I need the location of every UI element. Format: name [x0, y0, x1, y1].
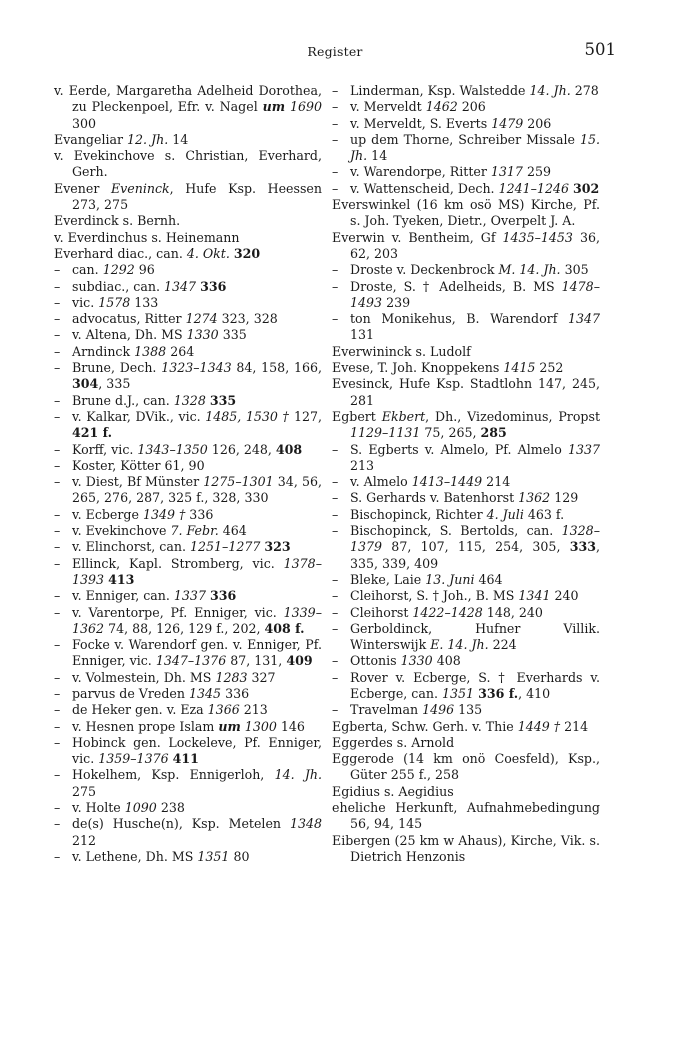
- entry-text: Travelman 1496 135: [350, 702, 483, 718]
- index-subentry: [54, 605, 322, 638]
- index-entry: [54, 132, 322, 148]
- entry-text: Eibergen (25 km w Ahaus), Kirche, Vik. s. Dietrich Henzonis: [332, 832, 600, 864]
- index-subentry: [332, 702, 600, 718]
- entry-text: Everwininck s. Ludolf: [332, 343, 471, 359]
- subentry-dash: –: [332, 653, 339, 669]
- index-subentry: [332, 588, 600, 604]
- entry-text: v. Almelo 1413–1449 214: [350, 474, 511, 490]
- subentry-dash: –: [54, 441, 61, 457]
- page-header: [54, 40, 616, 64]
- entry-text: Linderman, Ksp. Walstedde 14. Jh. 278: [350, 83, 599, 98]
- index-column-right: [332, 83, 600, 865]
- index-subentry: [332, 262, 600, 278]
- index-subentry: [54, 262, 322, 278]
- entry-text: Hokelhem, Ksp. Ennigerloh, 14. Jh. 275: [72, 767, 322, 799]
- entry-text: v. Volmestein, Dh. MS 1283 327: [72, 669, 276, 685]
- entry-text: v. Everdinchus s. Heinemann: [54, 229, 240, 245]
- entry-text: v. Merveldt 1462 206: [350, 99, 486, 115]
- index-subentry: [54, 393, 322, 409]
- index-entry: [54, 246, 322, 262]
- index-subentry: [332, 605, 600, 621]
- subentry-dash: –: [332, 702, 339, 718]
- entry-text: Evese, T. Joh. Knoppekens 1415 252: [332, 360, 564, 376]
- index-subentry: [332, 83, 600, 99]
- index-entry: [332, 800, 600, 833]
- entry-text: up dem Thorne, Schreiber Missale 15. Jh. 14: [350, 131, 600, 164]
- index-subentry: [54, 327, 322, 343]
- subentry-dash: –: [54, 457, 61, 473]
- subentry-dash: –: [332, 620, 339, 636]
- index-subentry: [54, 702, 322, 718]
- index-subentry: [54, 686, 322, 702]
- subentry-dash: –: [54, 734, 61, 750]
- entry-text: Focke v. Warendorf gen. v. Enniger, Pf. Enniger, vic. 1347–1376 87, 131, 409: [72, 637, 322, 669]
- index-subentry: [54, 360, 322, 393]
- entry-text: parvus de Vreden 1345 336: [72, 685, 250, 701]
- index-subentry: [54, 816, 322, 849]
- entry-text: can. 1292 96: [72, 262, 155, 278]
- index-subentry: [332, 490, 600, 506]
- index-subentry: [54, 295, 322, 311]
- subentry-dash: –: [332, 278, 339, 294]
- entry-text: v. Kalkar, DVik., vic. 1485, 1530 † 127, 421 f.: [72, 408, 322, 441]
- entry-text: v. Wattenscheid, Dech. 1241–1246 302: [350, 180, 600, 196]
- entry-text: v. Enniger, can. 1337 336: [72, 588, 237, 604]
- subentry-dash: –: [54, 718, 61, 734]
- entry-text: Brune d.J., can. 1328 335: [72, 392, 237, 408]
- subentry-dash: –: [54, 311, 61, 327]
- index-subentry: [54, 735, 322, 768]
- subentry-dash: –: [332, 523, 339, 539]
- entry-text: v. Diest, Bf Münster 1275–1301 34, 56, 265, 276, 287, 325 f., 328, 330: [72, 474, 322, 506]
- index-subentry: [54, 458, 322, 474]
- entry-text: Bischopinck, Richter 4. Juli 463 f.: [350, 506, 565, 522]
- entry-text: Egidius s. Aegidius: [332, 783, 454, 799]
- subentry-dash: –: [332, 669, 339, 685]
- entry-text: Everdinck s. Bernh.: [54, 213, 181, 229]
- index-entry: [332, 784, 600, 800]
- entry-text: Droste, S. † Adelheids, B. MS 1478–1493 239: [350, 278, 600, 310]
- index-subentry: [332, 132, 600, 165]
- subentry-dash: –: [332, 99, 339, 115]
- subentry-dash: –: [332, 441, 339, 457]
- subentry-dash: –: [332, 571, 339, 587]
- index-subentry: [332, 523, 600, 572]
- entry-text: Everhard diac., can. 4. Okt. 320: [54, 245, 261, 261]
- entry-text: subdiac., can. 1347 336: [72, 278, 227, 294]
- subentry-dash: –: [54, 767, 61, 783]
- subentry-dash: –: [54, 327, 61, 343]
- index-entry: [332, 719, 600, 735]
- index-entry: [332, 751, 600, 784]
- index-subentry: [332, 181, 600, 197]
- subentry-dash: –: [332, 311, 339, 327]
- subentry-dash: –: [54, 408, 61, 424]
- index-subentry: [54, 767, 322, 800]
- index-entry: [332, 833, 600, 866]
- entry-text: v. Eerde, Margaretha Adelheid Dorothea, zu Pleckenpoel, Efr. v. Nagel um 1690 300: [54, 83, 322, 131]
- entry-text: Everwin v. Bentheim, Gf 1435–1453 36, 62, 203: [332, 229, 600, 261]
- index-subentry: [332, 653, 600, 669]
- index-subentry: [332, 442, 600, 475]
- entry-text: v. Merveldt, S. Everts 1479 206: [350, 115, 552, 131]
- entry-text: S. Gerhards v. Batenhorst 1362 129: [350, 490, 579, 506]
- entry-text: de(s) Husche(n), Ksp. Metelen 1348 212: [72, 816, 322, 848]
- subentry-dash: –: [332, 588, 339, 604]
- entry-text: Korff, vic. 1343–1350 126, 248, 408: [72, 441, 303, 457]
- index-subentry: [54, 539, 322, 555]
- index-subentry: [54, 344, 322, 360]
- subentry-dash: –: [54, 294, 61, 310]
- entry-text: Hobinck gen. Lockeleve, Pf. Enniger, vic. 1359–1376 411: [72, 734, 322, 767]
- index-subentry: [332, 279, 600, 312]
- index-subentry: [332, 164, 600, 180]
- entry-text: v. Evekinchove s. Christian, Everhard, Gerh.: [54, 148, 322, 180]
- index-entry: [332, 230, 600, 263]
- entry-text: Bischopinck, S. Bertolds, can. 1328–1379 87, 107, 115, 254, 305, 333, 335, 339, 409: [350, 523, 600, 571]
- entry-text: Koster, Kötter 61, 90: [72, 457, 205, 473]
- index-entry: [54, 230, 322, 246]
- entry-text: Eggerode (14 km onö Coesfeld), Ksp., Güter 255 f., 258: [332, 751, 600, 783]
- subentry-dash: –: [54, 588, 61, 604]
- index-subentry: [332, 507, 600, 523]
- index-column-left: [54, 83, 322, 865]
- entry-text: vic. 1578 133: [72, 294, 159, 310]
- subentry-dash: –: [332, 490, 339, 506]
- subentry-dash: –: [332, 83, 339, 98]
- subentry-dash: –: [54, 637, 61, 653]
- index-subentry: [332, 572, 600, 588]
- subentry-dash: –: [54, 669, 61, 685]
- page-number: 501: [584, 40, 616, 59]
- index-entry: [54, 213, 322, 229]
- index-subentry: [332, 474, 600, 490]
- index-entry: [54, 181, 322, 214]
- index-subentry: [54, 507, 322, 523]
- index-entry: [54, 83, 322, 132]
- entry-text: Ellinck, Kapl. Stromberg, vic. 1378–1393 413: [72, 555, 322, 587]
- index-entry: [332, 409, 600, 442]
- subentry-dash: –: [54, 555, 61, 571]
- index-subentry: [54, 719, 322, 735]
- subentry-dash: –: [54, 474, 61, 490]
- subentry-dash: –: [54, 523, 61, 539]
- subentry-dash: –: [54, 848, 61, 864]
- index-entry: [332, 344, 600, 360]
- subentry-dash: –: [54, 702, 61, 718]
- entry-text: v. Evekinchove 7. Febr. 464: [72, 523, 247, 539]
- entry-text: Gerboldinck, Hufner Villik. Winterswijk E. 14. Jh. 224: [350, 620, 600, 653]
- entry-text: v. Elinchorst, can. 1251–1277 323: [72, 539, 291, 555]
- entry-text: de Heker gen. v. Eza 1366 213: [72, 702, 268, 718]
- index-subentry: [54, 523, 322, 539]
- subentry-dash: –: [332, 164, 339, 180]
- entry-text: Egberta, Schw. Gerh. v. Thie 1449 † 214: [332, 718, 589, 734]
- index-subentry: [54, 637, 322, 670]
- entry-text: Eggerdes s. Arnold: [332, 734, 455, 750]
- entry-text: Brune, Dech. 1323–1343 84, 158, 166, 304, 335: [72, 360, 322, 392]
- subentry-dash: –: [54, 343, 61, 359]
- index-entry: [332, 197, 600, 230]
- index-entry: [332, 360, 600, 376]
- entry-text: Arndinck 1388 264: [72, 343, 195, 359]
- index-subentry: [54, 311, 322, 327]
- entry-text: ton Monikehus, B. Warendorf 1347 131: [350, 311, 600, 343]
- entry-text: eheliche Herkunft, Aufnahmebedingung 56, 94, 145: [332, 800, 600, 832]
- entry-text: v. Ecberge 1349 † 336: [72, 506, 214, 522]
- index-subentry: [332, 99, 600, 115]
- subentry-dash: –: [54, 278, 61, 294]
- entry-text: v. Varentorpe, Pf. Enniger, vic. 1339–1362 74, 88, 126, 129 f., 202, 408 f.: [72, 604, 322, 636]
- index-entry: [54, 148, 322, 181]
- entry-text: v. Warendorpe, Ritter 1317 259: [350, 164, 551, 180]
- index-subentry: [332, 116, 600, 132]
- entry-text: Evangeliar 12. Jh. 14: [54, 131, 189, 147]
- subentry-dash: –: [54, 800, 61, 816]
- index-subentry: [332, 311, 600, 344]
- index-entry: [332, 376, 600, 409]
- entry-text: v. Holte 1090 238: [72, 800, 185, 816]
- index-subentry: [332, 670, 600, 703]
- entry-text: Egbert Ekbert, Dh., Vizedominus, Propst 1129–1131 75, 265, 285: [332, 408, 600, 441]
- entry-text: v. Altena, Dh. MS 1330 335: [72, 327, 247, 343]
- subentry-dash: –: [54, 392, 61, 408]
- entry-text: Bleke, Laie 13. Juni 464: [350, 571, 503, 587]
- subentry-dash: –: [332, 474, 339, 490]
- subentry-dash: –: [54, 604, 61, 620]
- entry-text: Ottonis 1330 408: [350, 653, 461, 669]
- index-subentry: [54, 474, 322, 507]
- index-subentry: [54, 670, 322, 686]
- subentry-dash: –: [332, 604, 339, 620]
- subentry-dash: –: [332, 131, 339, 147]
- index-entry: [332, 735, 600, 751]
- index-subentry: [54, 442, 322, 458]
- index-subentry: [54, 800, 322, 816]
- subentry-dash: –: [54, 360, 61, 376]
- subentry-dash: –: [332, 262, 339, 278]
- index-subentry: [54, 556, 322, 589]
- running-title: Register: [307, 44, 363, 59]
- index-subentry: [332, 621, 600, 654]
- index-subentry: [54, 588, 322, 604]
- subentry-dash: –: [54, 506, 61, 522]
- entry-text: S. Egberts v. Almelo, Pf. Almelo 1337 213: [350, 441, 600, 473]
- entry-text: Rover v. Ecberge, S. † Everhards v. Ecberge, can. 1351 336 f., 410: [350, 669, 600, 701]
- entry-text: Evesinck, Hufe Ksp. Stadtlohn 147, 245, 281: [332, 376, 600, 408]
- entry-text: Everswinkel (16 km osö MS) Kirche, Pf. s. Joh. Tyeken, Dietr., Overpelt J. A.: [332, 197, 600, 229]
- subentry-dash: –: [54, 539, 61, 555]
- entry-text: Evener Eveninck, Hufe Ksp. Heessen 273, 275: [54, 180, 322, 213]
- index-subentry: [54, 849, 322, 865]
- subentry-dash: –: [332, 180, 339, 196]
- subentry-dash: –: [54, 685, 61, 701]
- entry-text: advocatus, Ritter 1274 323, 328: [72, 311, 278, 327]
- index-subentry: [54, 409, 322, 442]
- entry-text: Cleihorst, S. † Joh., B. MS 1341 240: [350, 588, 579, 604]
- index-subentry: [54, 279, 322, 295]
- entry-text: v. Lethene, Dh. MS 1351 80: [72, 848, 250, 864]
- subentry-dash: –: [54, 816, 61, 832]
- subentry-dash: –: [54, 262, 61, 278]
- entry-text: v. Hesnen prope Islam um 1300 146: [72, 718, 305, 734]
- subentry-dash: –: [332, 506, 339, 522]
- entry-text: Cleihorst 1422–1428 148, 240: [350, 604, 543, 620]
- subentry-dash: –: [332, 115, 339, 131]
- entry-text: Droste v. Deckenbrock M. 14. Jh. 305: [350, 262, 589, 278]
